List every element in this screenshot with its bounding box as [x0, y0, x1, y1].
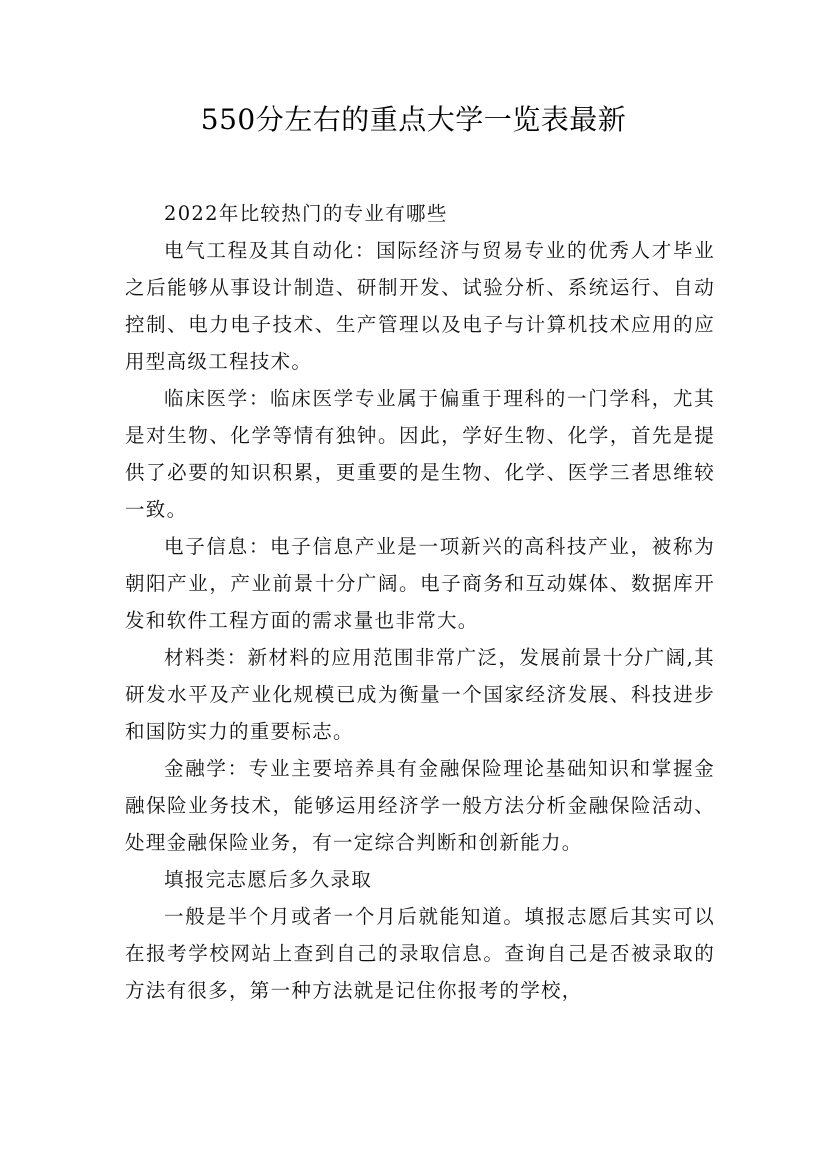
paragraph-subheading-popular-majors: 2022年比较热门的专业有哪些 — [164, 202, 448, 225]
document-title: 550分左右的重点大学一览表最新 — [200, 103, 627, 136]
paragraph-subheading-admission-time: 填报完志愿后多久录取 — [164, 868, 373, 891]
paragraph-admission-info: 一般是半个月或者一个月后就能知道。填报志愿后其实可以在报考学校网站上查到自己的录取信息。查询自己是否被录取的方法有很多，第一种方法就是记住你报考的学校， — [125, 905, 715, 1002]
paragraph-materials: 材料类：新材料的应用范围非常广泛，发展前景十分广阔,其研发水平及产业化规模已成为衡量一个国家经济发展、科技进步和国防实力的重要标志。 — [125, 646, 715, 743]
document-body — [125, 195, 715, 1009]
paragraph-electrical-engineering: 电气工程及其自动化：国际经济与贸易专业的优秀人才毕业之后能够从事设计制造、研制开发、试验分析、系统运行、自动控制、电力电子技术、生产管理以及电子与计算机技术应用的应用型高级工程技术。 — [125, 239, 715, 373]
paragraph-clinical-medicine: 临床医学：临床医学专业属于偏重于理科的一门学科，尤其是对生物、化学等情有独钟。因此，学好生物、化学，首先是提供了必要的知识积累，更重要的是生物、化学、医学三者思维较一致。 — [125, 387, 715, 521]
paragraph-electronic-information: 电子信息：电子信息产业是一项新兴的高科技产业，被称为朝阳产业，产业前景十分广阔。电子商务和互动媒体、数据库开发和软件工程方面的需求量也非常大。 — [125, 535, 715, 632]
paragraph-finance: 金融学：专业主要培养具有金融保险理论基础知识和掌握金融保险业务技术，能够运用经济学一般方法分析金融保险活动、处理金融保险业务，有一定综合判断和创新能力。 — [125, 757, 715, 854]
